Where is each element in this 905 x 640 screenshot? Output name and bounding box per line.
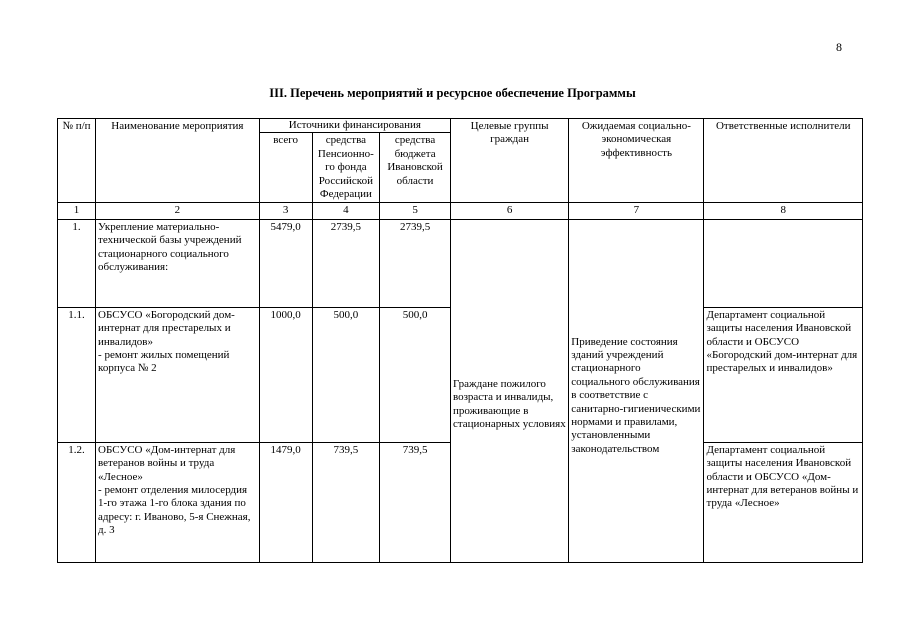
expected-effect-cell	[569, 219, 704, 562]
column-number: 6	[450, 203, 568, 219]
row-name-line: - ремонт отделения милосердия 1-го этажа 1-го блока здания по адресу: г. Иваново, 5-я Снежная, д. 3	[98, 484, 251, 537]
document-title: III. Перечень мероприятий и ресурсное обеспечение Программы	[269, 86, 636, 100]
column-number: 5	[380, 203, 451, 219]
column-number: 3	[259, 203, 312, 219]
row-name-line: ОБСУСО «Богородский дом-интернат для престарелых и инвалидов»	[98, 308, 235, 348]
header-target: Целевые группы граждан	[450, 119, 568, 203]
header-effect: Ожидаемая социально-экономическая эффективность	[569, 119, 704, 203]
header-pension: средства Пенсионно-го фонда Российской Федерации	[312, 133, 380, 203]
row-num: 1.1.	[58, 307, 96, 442]
expected-effect: Приведение состояния зданий учреждений стационарного социального обслуживания в соответствие с санитарно-гигиеническими нормами и правилами, установленными законодательством	[571, 335, 701, 455]
column-number: 2	[96, 203, 260, 219]
column-number: 7	[569, 203, 704, 219]
header-total: всего	[259, 133, 312, 203]
column-number: 4	[312, 203, 380, 219]
row-responsible: Департамент социальной защиты населения Ивановской области и ОБСУСО «Дом-интернат для ветеранов войны и труда «Лесное»	[704, 442, 863, 562]
header-budget: средства бюджета Ивановской области	[380, 133, 451, 203]
row-total: 1000,0	[259, 307, 312, 442]
row-name: Укрепление материально-технической базы учреждений стационарного социального обслуживания:	[96, 219, 260, 307]
row-pension: 2739,5	[312, 219, 380, 307]
header-name: Наименование мероприятия	[96, 119, 260, 203]
row-name-line: ОБСУСО «Дом-интернат для ветеранов войны и труда «Лесное»	[98, 443, 236, 483]
row-num: 1.2.	[58, 442, 96, 562]
column-number: 1	[58, 203, 96, 219]
header-num: № п/п	[58, 119, 96, 203]
row-name	[96, 307, 260, 442]
row-num: 1.	[58, 219, 96, 307]
header-row	[58, 119, 863, 133]
measures-table	[57, 118, 863, 563]
row-pension: 739,5	[312, 442, 380, 562]
target-group: Граждане пожилого возраста и инвалиды, проживающие в стационарных условиях	[452, 378, 566, 431]
row-budget: 2739,5	[380, 219, 451, 307]
row-name	[96, 442, 260, 562]
row-pension: 500,0	[312, 307, 380, 442]
target-group-cell	[450, 219, 568, 562]
row-total: 1479,0	[259, 442, 312, 562]
header-sources: Источники финансирования	[259, 119, 450, 133]
row-name-line: - ремонт жилых помещений корпуса № 2	[98, 349, 230, 375]
column-numbers-row	[58, 203, 863, 219]
row-responsible	[704, 219, 863, 307]
header-responsible: Ответственные исполнители	[704, 119, 863, 203]
page-number: 8	[836, 40, 842, 54]
column-number: 8	[704, 203, 863, 219]
row-responsible: Департамент социальной защиты населения Ивановской области и ОБСУСО «Богородский дом-интернат для престарелых и инвалидов»	[704, 307, 863, 442]
row-total: 5479,0	[259, 219, 312, 307]
row-budget: 739,5	[380, 442, 451, 562]
table-row	[58, 219, 863, 307]
row-budget: 500,0	[380, 307, 451, 442]
